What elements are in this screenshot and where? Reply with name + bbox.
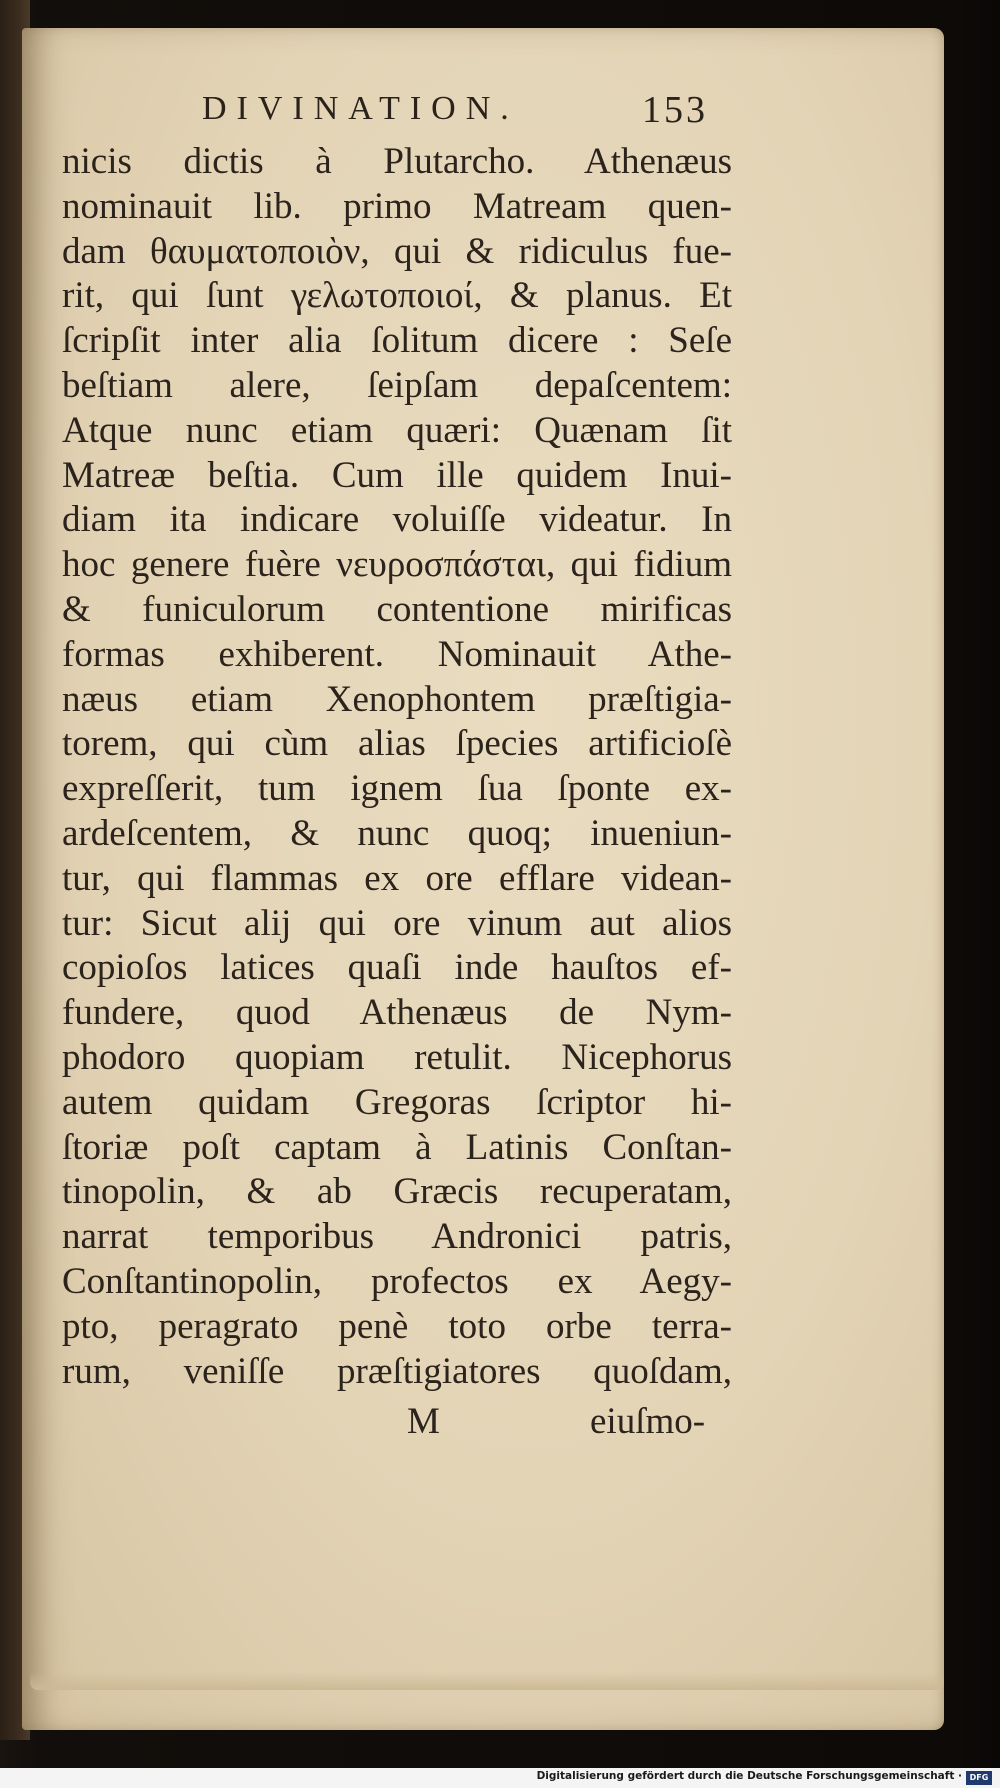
text-line: Atque nunc etiam quæri: Quænam ſit xyxy=(62,409,732,451)
text-line: rit, qui ſunt γελωτοποιοί, & planus. Et xyxy=(62,275,732,317)
text-line: Matreæ beſtia. Cum ille quidem Inui- xyxy=(62,454,732,496)
page-number: 153 xyxy=(642,89,708,131)
text-line: tinopolin, & ab Græcis recuperatam, xyxy=(62,1171,732,1213)
text-line: torem, qui cùm alias ſpecies artificioſè xyxy=(62,723,732,765)
book-page xyxy=(22,28,944,1730)
text-line: tur: Sicut alij qui ore vinum aut alios xyxy=(62,902,732,944)
text-line: ſcripſit inter alia ſolitum dicere : Seſe xyxy=(62,320,732,362)
text-line: nicis dictis à Plutarcho. Athenæus xyxy=(62,141,732,182)
text-line: pto, peragrato penè toto orbe terra- xyxy=(62,1305,732,1347)
text-line: tur, qui flammas ex ore efflare videan- xyxy=(62,857,732,899)
text-line: næus etiam Xenophontem præſtigia- xyxy=(62,678,732,720)
body-text xyxy=(62,140,732,1394)
text-line: rum, veniſſe præſtigiatores quoſdam, xyxy=(62,1350,732,1392)
dfg-logo-icon: DFG xyxy=(966,1771,992,1785)
text-line: phodoro quopiam retulit. Nicephorus xyxy=(62,1036,732,1078)
text-line: expreſſerit, tum ignem ſua ſponte ex- xyxy=(62,768,732,810)
text-line: narrat temporibus Andronici patris, xyxy=(62,1216,732,1258)
text-line: ardeſcentem, & nunc quoq; inueniun- xyxy=(62,812,732,854)
text-line: beſtiam alere, ſeipſam depaſcentem: xyxy=(62,364,732,406)
text-line: diam ita indicare voluiſſe videatur. In xyxy=(62,499,732,541)
catchword: eiuſmo- xyxy=(590,1401,706,1442)
running-head: DIVINATION. xyxy=(202,90,519,127)
signature-mark: M xyxy=(407,1401,440,1442)
page-bottom-edge xyxy=(30,1672,944,1690)
text-line: formas exhiberent. Nominauit Athe- xyxy=(62,633,732,675)
text-line: & funiculorum contentione mirificas xyxy=(62,588,732,630)
text-line: ſtoriæ poſt captam à Latinis Conſtan- xyxy=(62,1126,732,1168)
text-line: dam θαυματοποιὸν, qui & ridiculus fue- xyxy=(62,230,732,272)
text-line: autem quidam Gregoras ſcriptor hi- xyxy=(62,1081,732,1123)
text-line: copioſos latices quaſi inde hauſtos ef- xyxy=(62,947,732,989)
text-line: Conſtantinopolin, profectos ex Aegy- xyxy=(62,1260,732,1302)
text-line: fundere, quod Athenæus de Nym- xyxy=(62,992,732,1034)
text-line: hoc genere fuère νευροσπάσται, qui fidium xyxy=(62,544,732,586)
footer-credit: Digitalisierung gefördert durch die Deutsche Forschungsgemeinschaft · xyxy=(536,1770,962,1782)
text-line: nominauit lib. primo Matream quen- xyxy=(62,185,732,227)
